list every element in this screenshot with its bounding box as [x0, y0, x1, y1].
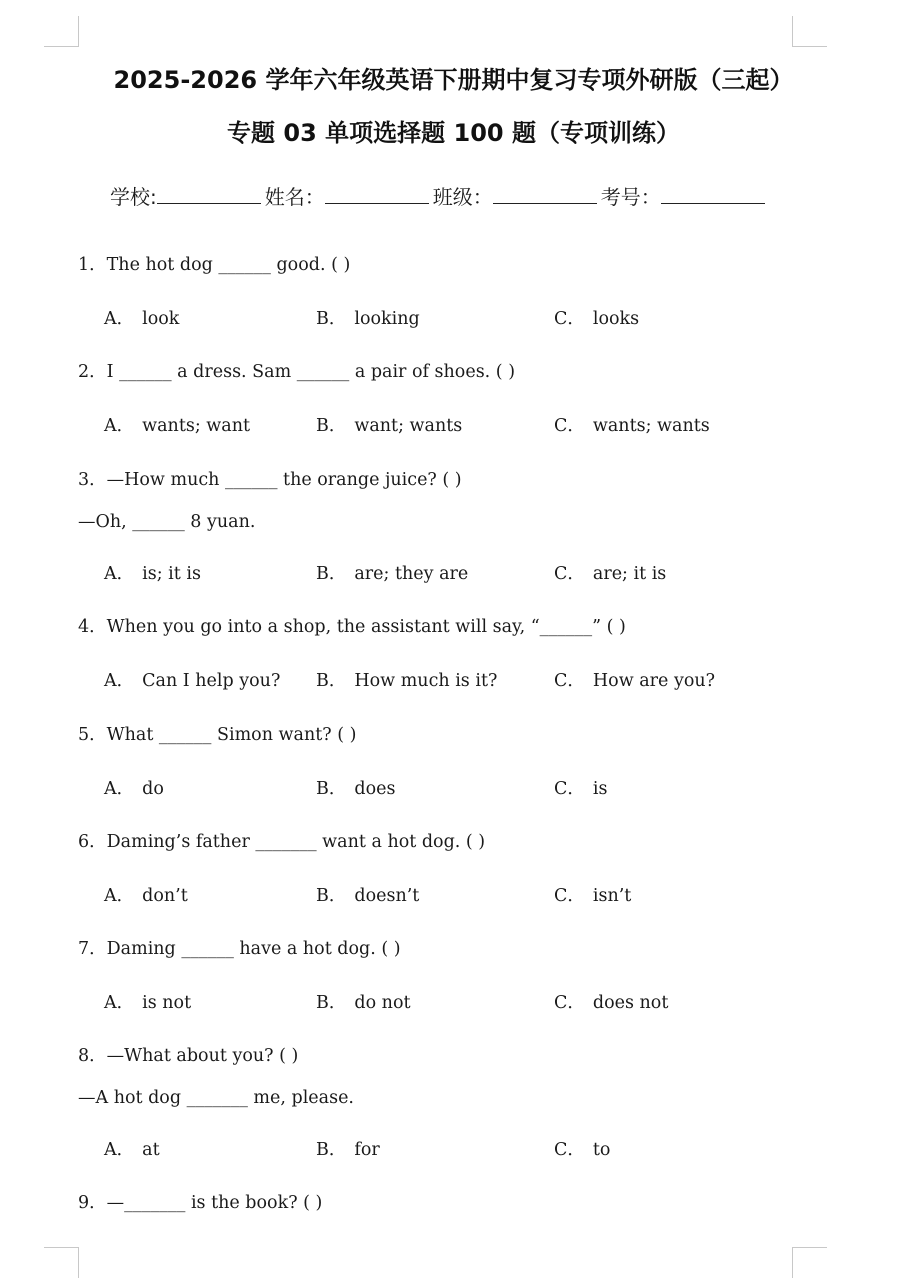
question-3: 3．—How much ______ the orange juice? ( ): [78, 470, 462, 490]
exam-number-label: 考号：: [600, 185, 661, 209]
option-c[interactable]: C． How are you?: [554, 671, 716, 691]
option-c[interactable]: C． isn’t: [554, 886, 632, 906]
class-label: 班级：: [432, 185, 493, 209]
option-b[interactable]: B． are; they are: [316, 564, 469, 584]
crop-mark-top-left: [44, 16, 79, 47]
option-b[interactable]: B． How much is it?: [316, 671, 498, 691]
question-2: 2．I ______ a dress. Sam ______ a pair of shoes. ( ): [78, 362, 516, 382]
option-c[interactable]: C． are; it is: [554, 564, 667, 584]
option-a[interactable]: A． don’t: [104, 886, 188, 906]
exam-number-field[interactable]: [661, 183, 765, 204]
question-8-reply: —A hot dog _______ me, please.: [78, 1088, 354, 1108]
option-a[interactable]: A． wants; want: [104, 416, 251, 436]
page-subtitle: 专题 03 单项选择题 100 题（专项训练）: [227, 119, 680, 147]
option-b[interactable]: B． does: [316, 779, 396, 799]
option-c[interactable]: C． wants; wants: [554, 416, 710, 436]
option-c[interactable]: C． looks: [554, 309, 640, 329]
school-label: 学校:: [110, 185, 157, 209]
option-b[interactable]: B． do not: [316, 993, 411, 1013]
name-field[interactable]: [325, 183, 429, 204]
option-c[interactable]: C． does not: [554, 993, 669, 1013]
option-a[interactable]: A． is; it is: [104, 564, 201, 584]
name-label: 姓名：: [264, 185, 325, 209]
question-7: 7．Daming ______ have a hot dog. ( ): [78, 939, 401, 959]
question-4: 4．When you go into a shop, the assistant will say, “______” ( ): [78, 617, 626, 637]
question-8: 8．—What about you? ( ): [78, 1046, 299, 1066]
option-a[interactable]: A． look: [104, 309, 180, 329]
class-field[interactable]: [493, 183, 597, 204]
question-9: 9．—_______ is the book? ( ): [78, 1193, 323, 1213]
option-c[interactable]: C． to: [554, 1140, 611, 1160]
option-a[interactable]: A． is not: [104, 993, 192, 1013]
option-a[interactable]: A． Can I help you?: [104, 671, 281, 691]
option-b[interactable]: B． doesn’t: [316, 886, 420, 906]
option-b[interactable]: B． for: [316, 1140, 380, 1160]
school-field[interactable]: [157, 183, 261, 204]
question-5: 5．What ______ Simon want? ( ): [78, 725, 357, 745]
option-b[interactable]: B． looking: [316, 309, 420, 329]
crop-mark-top-right: [792, 16, 827, 47]
page-title: 2025-2026 学年六年级英语下册期中复习专项外研版（三起）: [113, 66, 794, 94]
question-1: 1．The hot dog ______ good. ( ): [78, 255, 351, 275]
question-6: 6．Daming’s father _______ want a hot dog. ( ): [78, 832, 486, 852]
option-b[interactable]: B． want; wants: [316, 416, 463, 436]
crop-mark-bottom-left: [44, 1247, 79, 1278]
option-a[interactable]: A． do: [104, 779, 164, 799]
question-3-reply: —Oh, ______ 8 yuan.: [78, 512, 256, 532]
student-info-row: [110, 181, 769, 210]
option-c[interactable]: C． is: [554, 779, 608, 799]
crop-mark-bottom-right: [792, 1247, 827, 1278]
option-a[interactable]: A． at: [104, 1140, 160, 1160]
